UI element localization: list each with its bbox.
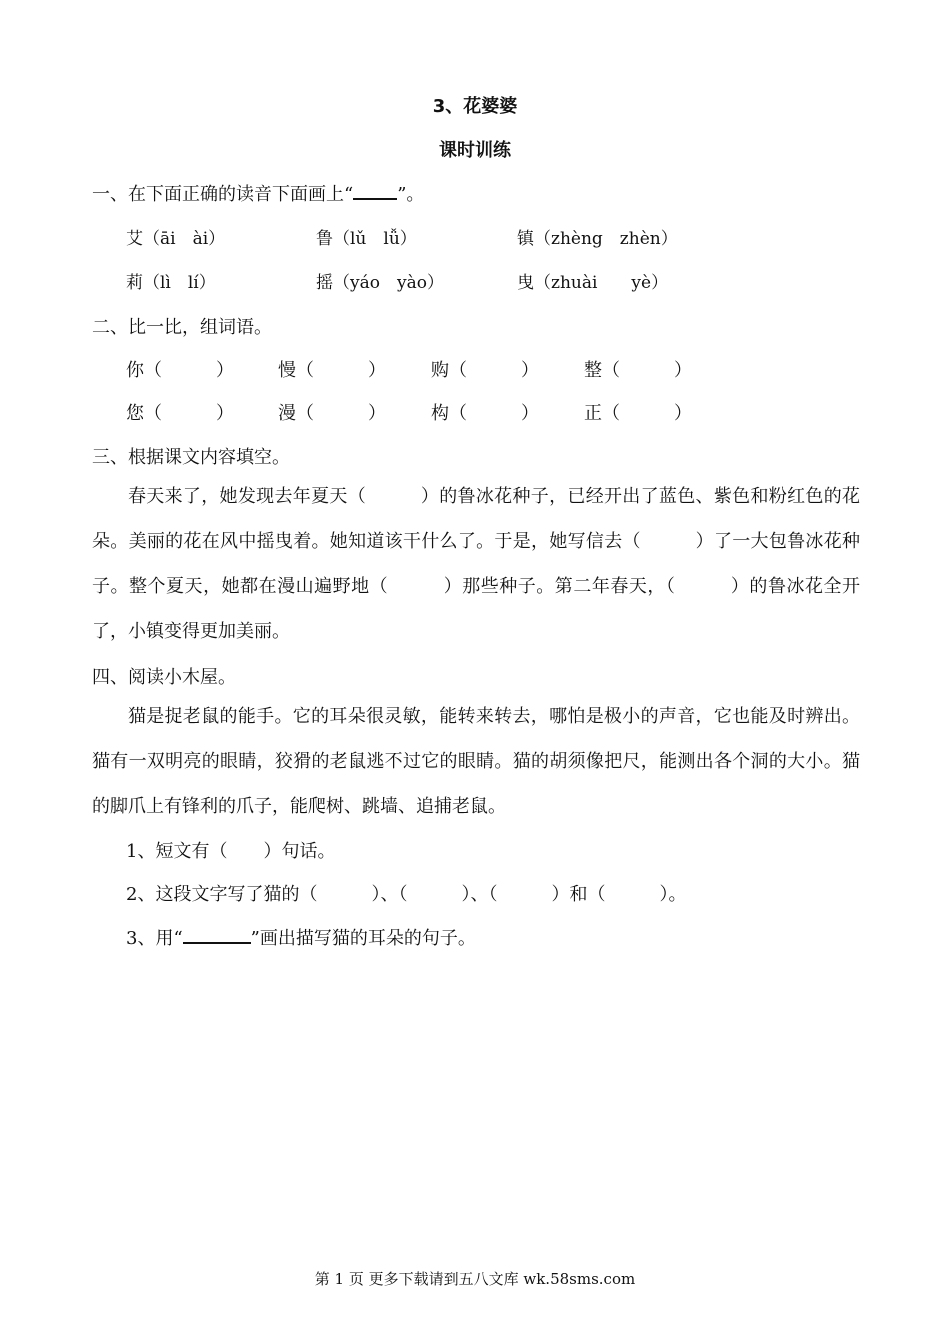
section2-heading: 二、比一比，组词语。 — [92, 317, 272, 338]
reading-passage: 猫是捉老鼠的能手。它的耳朵很灵敏，能转来转去，哪怕是极小的声音，它也能及时辨出。猫有一双明亮的眼睛，狡猾的老鼠逃不过它的眼睛。猫的胡须像把尺，能测出各个洞的大小。猫的脚爪上有锋利的爪子，能爬树、跳墙、追捕老鼠。 — [92, 706, 860, 817]
word-compare-item: 您（ ） — [126, 403, 234, 424]
section3-heading: 三、根据课文内容填空。 — [92, 447, 290, 468]
question-3-before: 3、用“ — [126, 928, 183, 949]
pinyin-item: 曳（zhuài yè） — [517, 273, 669, 293]
underline-sample — [183, 928, 251, 944]
pinyin-item: 鲁（lǔ lǚ） — [316, 229, 417, 249]
pinyin-item: 摇（yáo yào） — [316, 273, 444, 293]
word-compare-item: 购（ ） — [431, 360, 539, 381]
document-subtitle: 课时训练 — [439, 140, 511, 161]
word-compare-item: 整（ ） — [584, 360, 692, 381]
word-compare-item: 慢（ ） — [278, 360, 386, 381]
word-compare-item: 漫（ ） — [278, 403, 386, 424]
word-compare-item: 正（ ） — [584, 403, 692, 424]
section4-heading: 四、阅读小木屋。 — [92, 667, 236, 688]
pinyin-item: 艾（āi ài） — [126, 229, 226, 249]
fill-blank-paragraph: 春天来了，她发现去年夏天（ ）的鲁冰花种子，已经开出了蓝色、紫色和粉红色的花朵。美丽的花在风中摇曳着。她知道该干什么了。于是，她写信去（ ）了一大包鲁冰花种子。整个夏天，她都在漫山遍野地（ ）那些种子。第二年春天，（ ）的鲁冰花全开了，小镇变得更加美丽。 — [92, 486, 860, 642]
pinyin-item: 莉（lì lí） — [126, 273, 216, 293]
word-compare-item: 你（ ） — [126, 360, 234, 381]
section1-heading-before: 一、在下面正确的读音下面画上“ — [92, 184, 354, 205]
question-3 — [126, 924, 476, 950]
pinyin-item: 镇（zhèng zhèn） — [517, 229, 678, 249]
section1-heading — [92, 180, 424, 206]
question-2: 2、这段文字写了猫的（ ）、（ ）、（ ）和（ ）。 — [126, 884, 687, 905]
question-3-after: ”画出描写猫的耳朵的句子。 — [250, 928, 476, 949]
document-title: 3、花婆婆 — [432, 96, 518, 117]
question-1: 1、短文有（ ）句话。 — [126, 841, 336, 862]
section1-heading-after: ”。 — [397, 184, 425, 205]
page-footer: 第 1 页 更多下载请到五八文库 wk.58sms.com — [314, 1270, 636, 1288]
underline-sample — [353, 184, 397, 200]
word-compare-item: 构（ ） — [431, 403, 539, 424]
